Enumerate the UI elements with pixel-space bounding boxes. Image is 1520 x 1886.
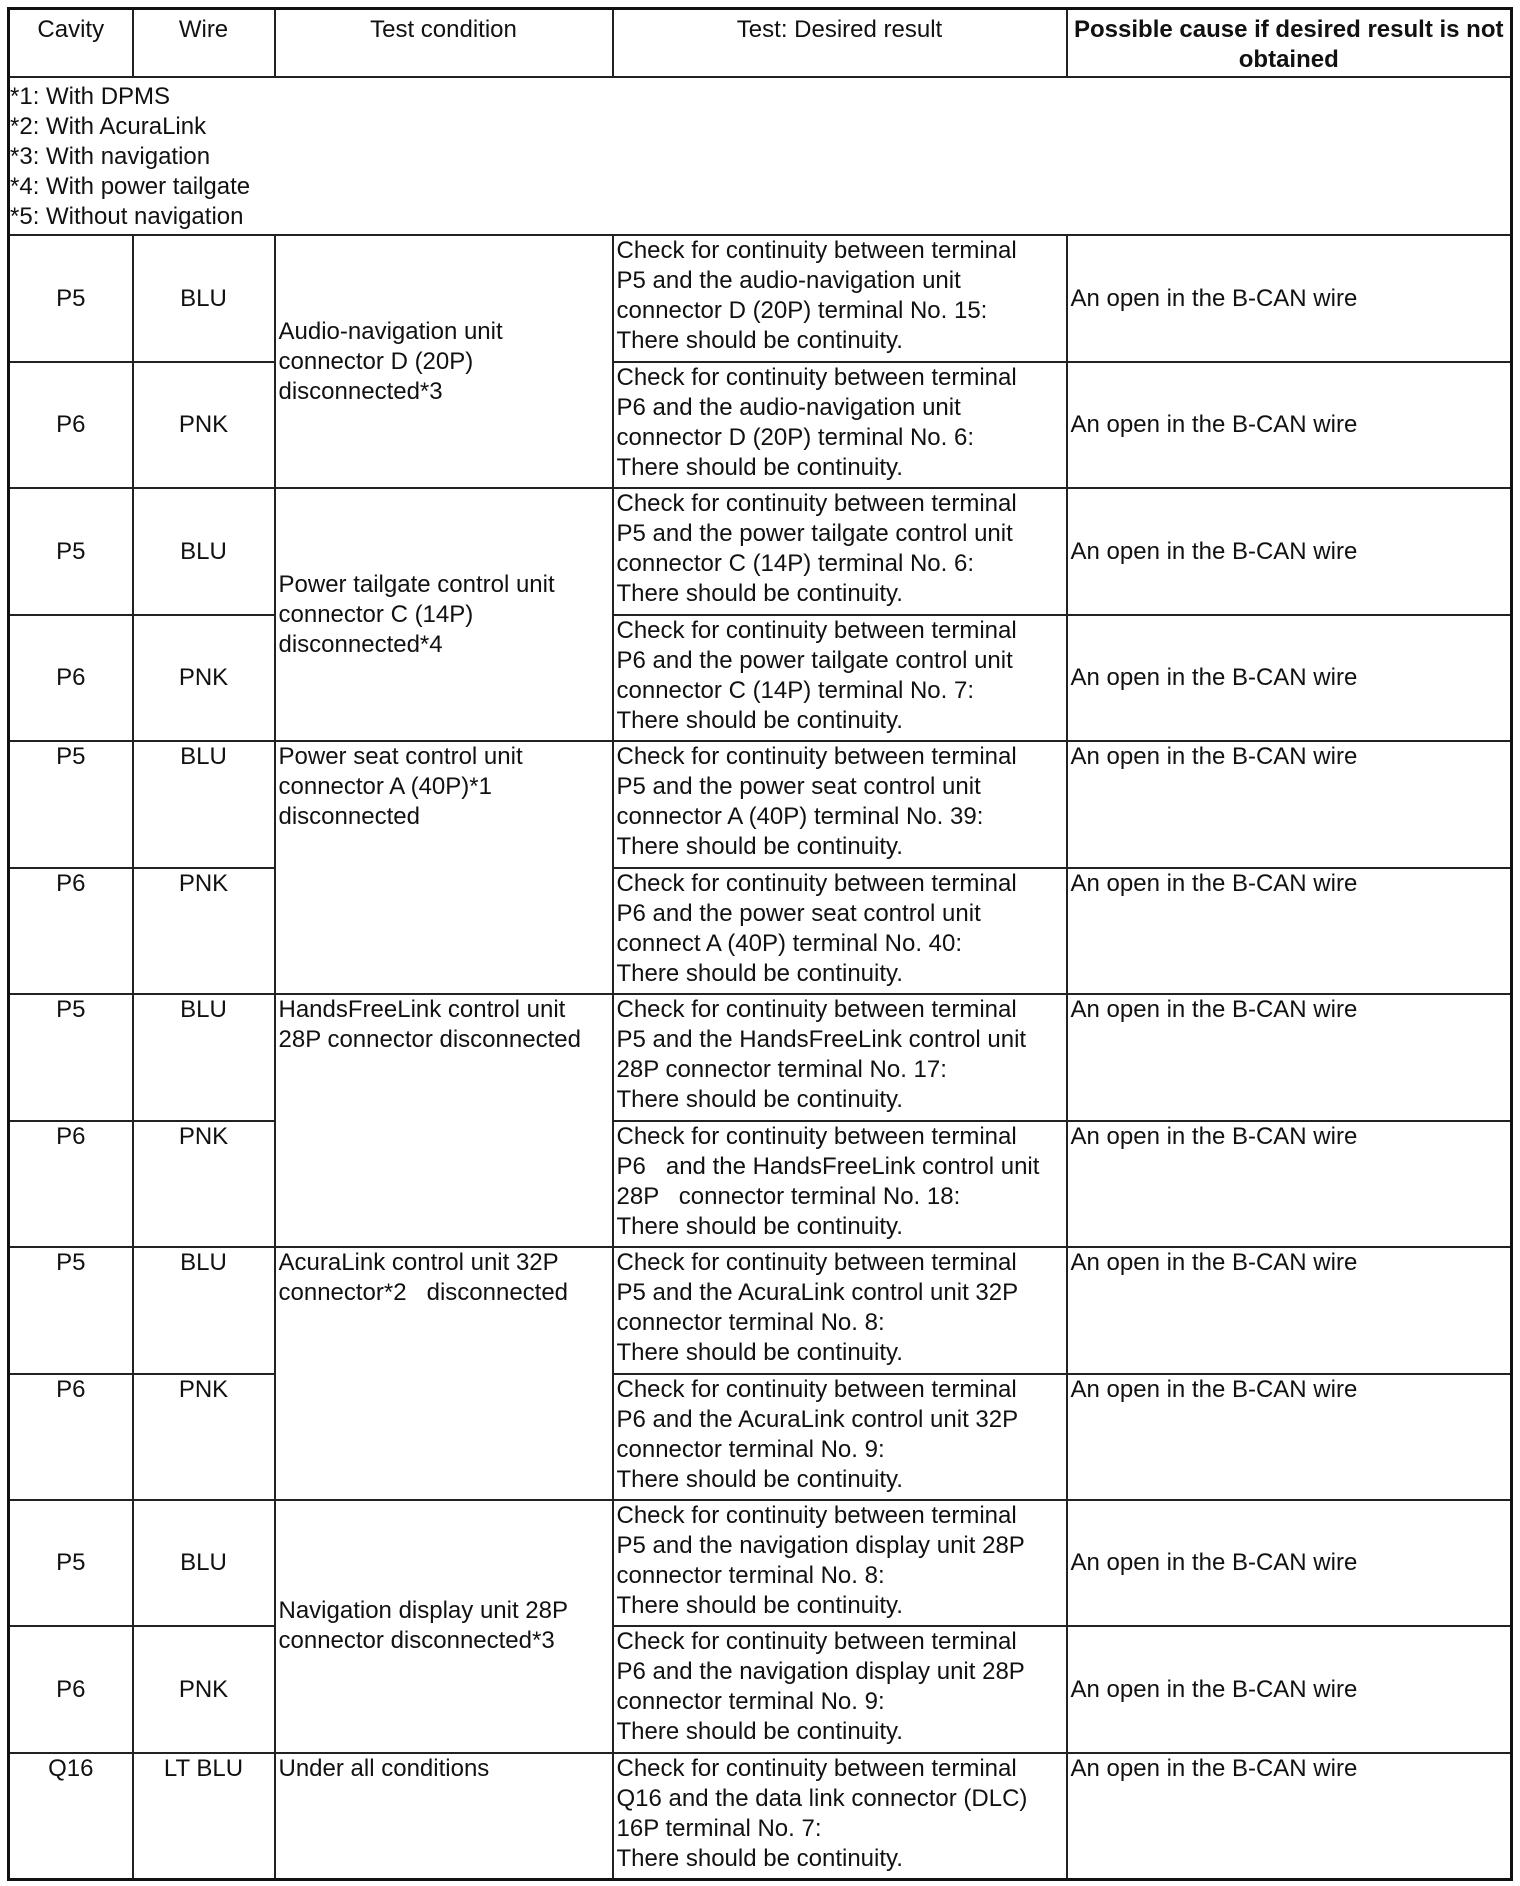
desired-result-cell: Check for continuity between terminal P6 and the HandsFreeLink control unit 28P connector terminal No. 18: There should be continuity. [613, 1121, 1067, 1247]
possible-cause-cell: An open in the B-CAN wire [1067, 868, 1512, 994]
cavity-cell: P5 [9, 235, 133, 361]
header-test-condition: Test condition [275, 9, 613, 77]
desired-result-cell: Check for continuity between terminal P6 and the AcuraLink control unit 32P connector terminal No. 9: There should be continuity. [613, 1374, 1067, 1500]
table-row [9, 994, 1512, 1120]
wire-cell: LT BLU [133, 1753, 275, 1880]
wire-cell: PNK [133, 1121, 275, 1247]
cavity-cell: P5 [9, 994, 133, 1120]
table-row [9, 362, 1512, 488]
possible-cause-cell: An open in the B-CAN wire [1067, 1374, 1512, 1500]
test-condition-cell: HandsFreeLink control unit 28P connector disconnected [275, 994, 613, 1247]
possible-cause-cell: An open in the B-CAN wire [1067, 362, 1512, 488]
cavity-cell: P6 [9, 1121, 133, 1247]
possible-cause-cell: An open in the B-CAN wire [1067, 1121, 1512, 1247]
header-possible-cause: Possible cause if desired result is not obtained [1067, 9, 1512, 77]
wire-cell: PNK [133, 362, 275, 488]
desired-result-cell: Check for continuity between terminal P6 and the audio-navigation unit connector D (20P) terminal No. 6: There should be continuity. [613, 362, 1067, 488]
possible-cause-cell: An open in the B-CAN wire [1067, 235, 1512, 361]
header-desired-result: Test: Desired result [613, 9, 1067, 77]
desired-result-cell: Check for continuity between terminal P6 and the power seat control unit connect A (40P) terminal No. 40: There should be continuity. [613, 868, 1067, 994]
table-row [9, 1374, 1512, 1500]
table-row [9, 1626, 1512, 1752]
wire-cell: PNK [133, 868, 275, 994]
table-row [9, 1121, 1512, 1247]
desired-result-cell: Check for continuity between terminal P5 and the power tailgate control unit connector C (14P) terminal No. 6: There should be continuity. [613, 488, 1067, 614]
wire-cell: PNK [133, 615, 275, 741]
desired-result-cell: Check for continuity between terminal P5 and the AcuraLink control unit 32P connector terminal No. 8: There should be continuity. [613, 1247, 1067, 1373]
wire-cell: PNK [133, 1374, 275, 1500]
header-row [9, 9, 1512, 77]
table-row [9, 868, 1512, 994]
cavity-cell: P5 [9, 741, 133, 867]
wire-cell: BLU [133, 235, 275, 361]
desired-result-cell: Check for continuity between terminal P5 and the navigation display unit 28P connector terminal No. 8: There should be continuity. [613, 1500, 1067, 1626]
possible-cause-cell: An open in the B-CAN wire [1067, 994, 1512, 1120]
wire-cell: PNK [133, 1626, 275, 1752]
footnote: *3: With navigation [10, 142, 211, 170]
wire-cell: BLU [133, 741, 275, 867]
footnote: *1: With DPMS [10, 82, 171, 110]
cavity-cell: P6 [9, 1626, 133, 1752]
cavity-cell: P5 [9, 1247, 133, 1373]
wire-cell: BLU [133, 994, 275, 1120]
footnote: *4: With power tailgate [10, 172, 251, 200]
table-row [9, 615, 1512, 741]
header-wire: Wire [133, 9, 275, 77]
footnote: *5: Without navigation [10, 202, 244, 230]
desired-result-cell: Check for continuity between terminal P6 and the navigation display unit 28P connector terminal No. 9: There should be continuity. [613, 1626, 1067, 1752]
possible-cause-cell: An open in the B-CAN wire [1067, 1500, 1512, 1626]
cavity-cell: P6 [9, 868, 133, 994]
footnotes [9, 77, 1512, 236]
test-condition-cell: Power tailgate control unit connector C (14P) disconnected*4 [275, 488, 613, 741]
table-row [9, 1753, 1512, 1880]
possible-cause-cell: An open in the B-CAN wire [1067, 615, 1512, 741]
table-row [9, 741, 1512, 867]
wire-cell: BLU [133, 488, 275, 614]
test-condition-cell: Power seat control unit connector A (40P)*1 disconnected [275, 741, 613, 994]
desired-result-cell: Check for continuity between terminal P6 and the power tailgate control unit connector C (14P) terminal No. 7: There should be continuity. [613, 615, 1067, 741]
test-condition-cell: AcuraLink control unit 32P connector*2 disconnected [275, 1247, 613, 1500]
test-condition-cell: Audio-navigation unit connector D (20P) disconnected*3 [275, 235, 613, 488]
possible-cause-cell: An open in the B-CAN wire [1067, 1626, 1512, 1752]
notes-row [9, 77, 1512, 236]
desired-result-cell: Check for continuity between terminal P5 and the power seat control unit connector A (40P) terminal No. 39: There should be continuity. [613, 741, 1067, 867]
desired-result-cell: Check for continuity between terminal Q16 and the data link connector (DLC) 16P terminal No. 7: There should be continuity. [613, 1753, 1067, 1880]
cavity-cell: P5 [9, 1500, 133, 1626]
cavity-cell: Q16 [9, 1753, 133, 1880]
cavity-cell: P6 [9, 1374, 133, 1500]
desired-result-cell: Check for continuity between terminal P5 and the HandsFreeLink control unit 28P connector terminal No. 17: There should be continuity. [613, 994, 1067, 1120]
wire-cell: BLU [133, 1500, 275, 1626]
possible-cause-cell: An open in the B-CAN wire [1067, 1247, 1512, 1373]
continuity-test-table [7, 7, 1513, 1881]
test-condition-cell: Under all conditions [275, 1753, 613, 1880]
cavity-cell: P6 [9, 615, 133, 741]
footnote: *2: With AcuraLink [10, 112, 207, 140]
possible-cause-cell: An open in the B-CAN wire [1067, 1753, 1512, 1880]
possible-cause-cell: An open in the B-CAN wire [1067, 488, 1512, 614]
cavity-cell: P5 [9, 488, 133, 614]
table-row [9, 235, 1512, 361]
table-row [9, 488, 1512, 614]
possible-cause-cell: An open in the B-CAN wire [1067, 741, 1512, 867]
header-cavity: Cavity [9, 9, 133, 77]
test-condition-cell: Navigation display unit 28P connector disconnected*3 [275, 1500, 613, 1753]
table-row [9, 1247, 1512, 1373]
desired-result-cell: Check for continuity between terminal P5 and the audio-navigation unit connector D (20P) terminal No. 15: There should be continuity. [613, 235, 1067, 361]
cavity-cell: P6 [9, 362, 133, 488]
wire-cell: BLU [133, 1247, 275, 1373]
table-row [9, 1500, 1512, 1626]
